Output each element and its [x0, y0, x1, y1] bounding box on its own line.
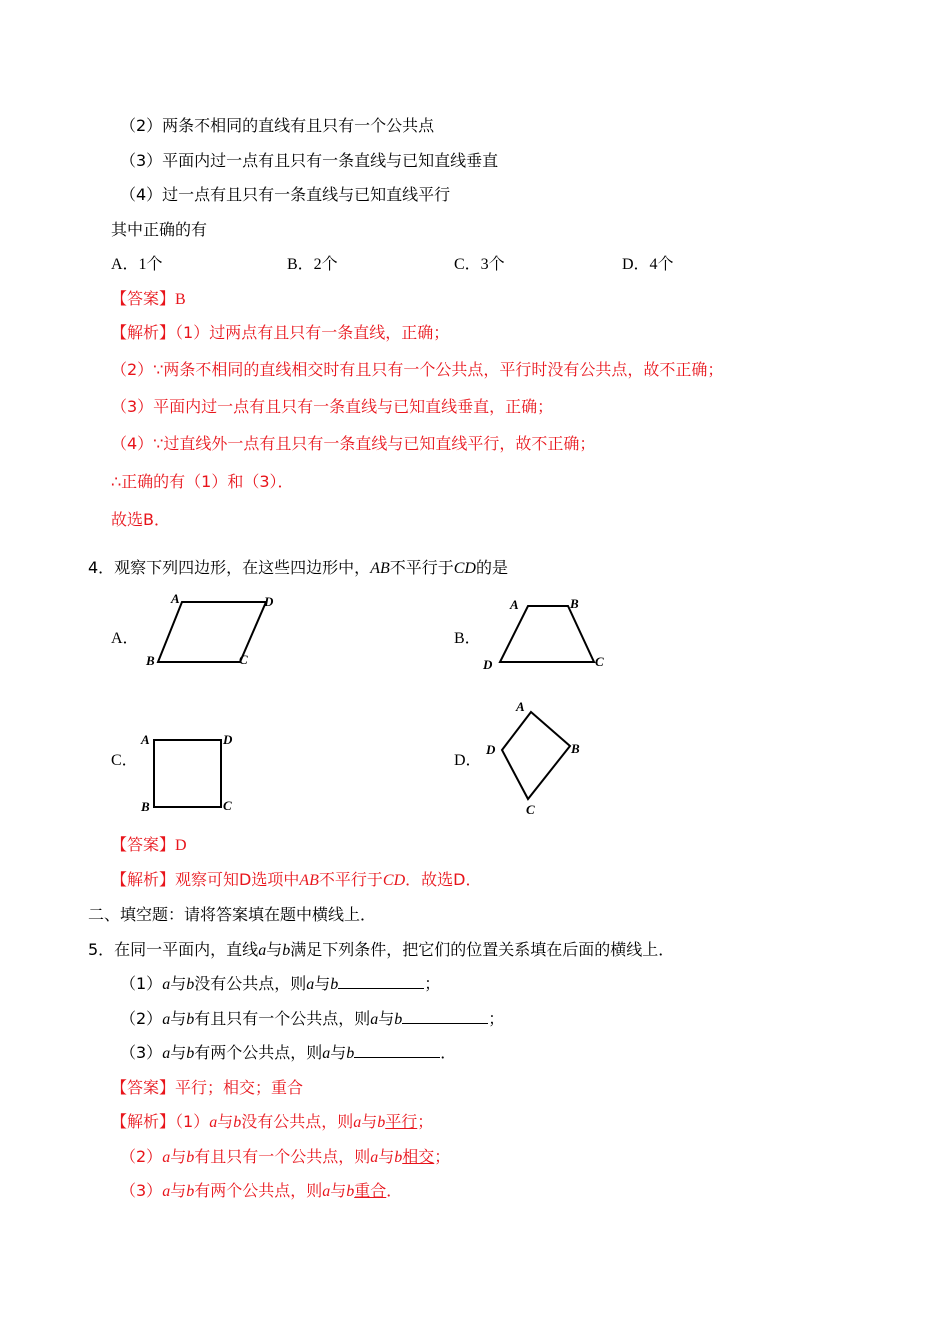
- answer-blank[interactable]: [354, 1042, 440, 1058]
- var-b: b: [186, 1149, 195, 1166]
- part-text: 有两个公共点，则: [194, 1043, 323, 1062]
- analysis-pre: 观察可知D选项中: [175, 870, 300, 889]
- part-end: ；: [434, 1147, 451, 1166]
- part-number: （3）: [120, 1181, 163, 1200]
- var-b: b: [394, 1149, 403, 1166]
- q3-analysis-1: [111, 322, 449, 344]
- word-yu: 与: [170, 1009, 187, 1028]
- vertex-c: C: [239, 652, 248, 667]
- vertex-c: C: [223, 798, 232, 813]
- word-yu: 与: [170, 1181, 187, 1200]
- q4-option-d-label: D．: [454, 752, 482, 769]
- part-number: （2）: [120, 1009, 163, 1028]
- vertex-b: B: [570, 596, 579, 611]
- var-a: a: [353, 1114, 362, 1131]
- var-b: b: [346, 1045, 355, 1062]
- vertex-d: D: [223, 732, 233, 747]
- word-yu: 与: [170, 1043, 187, 1062]
- q3-analysis-3: （3）平面内过一点有且只有一条直线与已知直线垂直，正确；: [111, 397, 554, 416]
- answer-blank[interactable]: [402, 1008, 488, 1024]
- q3-option-b: B．2个: [287, 256, 338, 273]
- segment-ab: AB: [370, 560, 390, 577]
- part-text: 没有公共点，则: [194, 974, 307, 993]
- vertex-b: B: [141, 799, 150, 814]
- q3-analysis-choice: 故选B．: [111, 510, 170, 529]
- part-end: ；: [417, 1112, 434, 1131]
- var-a: a: [306, 976, 315, 993]
- q5-part-2: [120, 1008, 504, 1031]
- var-a: a: [322, 1183, 331, 1200]
- vertex-d: D: [483, 657, 493, 672]
- answer-blank[interactable]: [338, 973, 424, 989]
- q5-stem-pre: 5．在同一平面内，直线: [88, 940, 259, 959]
- vertex-a: A: [510, 597, 519, 612]
- var-a: a: [162, 1045, 171, 1062]
- vertex-b: B: [571, 741, 580, 756]
- var-b: b: [186, 1045, 195, 1062]
- part-end: ．: [440, 1043, 457, 1062]
- word-yu: 与: [170, 974, 187, 993]
- q5-analysis-3: [120, 1180, 402, 1203]
- segment-cd: CD: [453, 560, 476, 577]
- q3-option-c: C．3个: [454, 256, 505, 273]
- analysis-tag: 【解析】: [111, 1112, 176, 1131]
- q5-analysis-2: [120, 1146, 450, 1169]
- word-yu: 与: [314, 974, 331, 993]
- q5-part-3: [120, 1042, 456, 1065]
- filled-answer: 平行: [385, 1112, 418, 1131]
- var-a: a: [209, 1114, 218, 1131]
- figure-a-parallelogram: [140, 590, 280, 672]
- var-a: a: [162, 1011, 171, 1028]
- filled-answer: 重合: [354, 1181, 387, 1200]
- word-yu: 与: [170, 1147, 187, 1166]
- vertex-b: B: [146, 653, 155, 668]
- q5-stem-post: 满足下列条件，把它们的位置关系填在后面的横线上．: [290, 940, 675, 959]
- filled-answer: 相交: [402, 1147, 435, 1166]
- q3-option-a: A．1个: [111, 256, 163, 273]
- segment-ab: AB: [299, 872, 319, 889]
- part-text: 有且只有一个公共点，则: [194, 1147, 371, 1166]
- q3-statement-4: （4）过一点有且只有一条直线与已知直线平行: [120, 185, 451, 204]
- q5-analysis-1: [111, 1111, 433, 1134]
- vertex-c: C: [595, 654, 604, 669]
- var-a: a: [258, 942, 267, 959]
- answer-tag: 【答案】: [111, 289, 176, 308]
- part-end: ．: [386, 1181, 403, 1200]
- part-number: （1）: [120, 974, 163, 993]
- part-text: 有且只有一个公共点，则: [194, 1009, 371, 1028]
- q3-analysis-4: （4）∵过直线外一点有且只有一条直线与已知直线平行，故不正确；: [111, 434, 596, 453]
- part-number: （1）: [175, 1112, 210, 1131]
- q3-answer: [111, 288, 186, 311]
- part-number: （3）: [120, 1043, 163, 1062]
- var-a: a: [370, 1149, 379, 1166]
- var-b: b: [233, 1114, 242, 1131]
- q4-option-b-label: B．: [454, 630, 481, 647]
- q5-part-1: [120, 973, 440, 996]
- q4-option-c-label: C．: [111, 752, 138, 769]
- word-yu: 与: [330, 1181, 347, 1200]
- var-b: b: [377, 1114, 386, 1131]
- vertex-d: D: [486, 742, 496, 757]
- vertex-a: A: [141, 732, 150, 747]
- answer-value: 平行；相交；重合: [175, 1078, 304, 1097]
- part-number: （2）: [120, 1147, 163, 1166]
- answer-tag: 【答案】: [111, 835, 176, 854]
- word-yu: 与: [330, 1043, 347, 1062]
- part-text: 没有公共点，则: [241, 1112, 354, 1131]
- word-yu: 与: [217, 1112, 234, 1131]
- analysis-mid: 不平行于: [318, 870, 383, 889]
- var-b: b: [186, 976, 195, 993]
- part-text: 有两个公共点，则: [194, 1181, 323, 1200]
- var-a: a: [162, 1183, 171, 1200]
- figure-b-trapezoid: [478, 592, 618, 674]
- word-yu: 与: [266, 940, 283, 959]
- answer-value: D: [175, 837, 187, 854]
- var-b: b: [346, 1183, 355, 1200]
- word-yu: 与: [378, 1147, 395, 1166]
- q3-option-d: D．4个: [622, 256, 674, 273]
- figure-c-square: [135, 730, 245, 815]
- q3-analysis-conclusion: ∴正确的有（1）和（3）．: [111, 472, 294, 491]
- word-yu: 与: [361, 1112, 378, 1131]
- q4-stem-mid: 不平行于: [389, 558, 454, 577]
- answer-tag: 【答案】: [111, 1078, 176, 1097]
- var-b: b: [330, 976, 339, 993]
- q4-analysis: [111, 869, 481, 892]
- var-a: a: [162, 976, 171, 993]
- answer-value: B: [175, 291, 186, 308]
- q3-statement-3: （3）平面内过一点有且只有一条直线与已知直线垂直: [120, 151, 499, 170]
- vertex-d: D: [264, 594, 274, 609]
- analysis-tag: 【解析】: [111, 323, 176, 342]
- q4-option-a-label: A．: [111, 630, 139, 647]
- var-b: b: [394, 1011, 403, 1028]
- vertex-c: C: [526, 802, 535, 817]
- var-b: b: [186, 1183, 195, 1200]
- q4-stem-pre: 4．观察下列四边形，在这些四边形中，: [88, 558, 371, 577]
- part-end: ；: [424, 974, 441, 993]
- analysis-text: （1）过两点有且只有一条直线，正确；: [175, 323, 450, 342]
- analysis-tag: 【解析】: [111, 870, 176, 889]
- q3-analysis-2: （2）∵两条不相同的直线相交时有且只有一个公共点，平行时没有公共点，故不正确；: [111, 360, 724, 379]
- vertex-a: A: [516, 699, 525, 714]
- q3-statement-2: （2）两条不相同的直线有且只有一个公共点: [120, 116, 435, 135]
- word-yu: 与: [378, 1009, 395, 1028]
- q3-prompt: 其中正确的有: [111, 220, 208, 239]
- vertex-a: A: [171, 591, 180, 606]
- q4-answer: [111, 834, 187, 857]
- section-title: 二、填空题：请将答案填在题中横线上．: [88, 905, 377, 924]
- var-b: b: [186, 1011, 195, 1028]
- var-a: a: [162, 1149, 171, 1166]
- figure-d-quadrilateral: [478, 695, 598, 820]
- q5-stem: [88, 939, 674, 962]
- var-a: a: [370, 1011, 379, 1028]
- var-a: a: [322, 1045, 331, 1062]
- var-b: b: [282, 942, 291, 959]
- q4-stem-post: 的是: [475, 558, 508, 577]
- q4-stem: [88, 557, 508, 580]
- q5-answer: [111, 1077, 303, 1099]
- part-end: ；: [488, 1009, 505, 1028]
- analysis-post: ．故选D．: [405, 870, 482, 889]
- segment-cd: CD: [382, 872, 406, 889]
